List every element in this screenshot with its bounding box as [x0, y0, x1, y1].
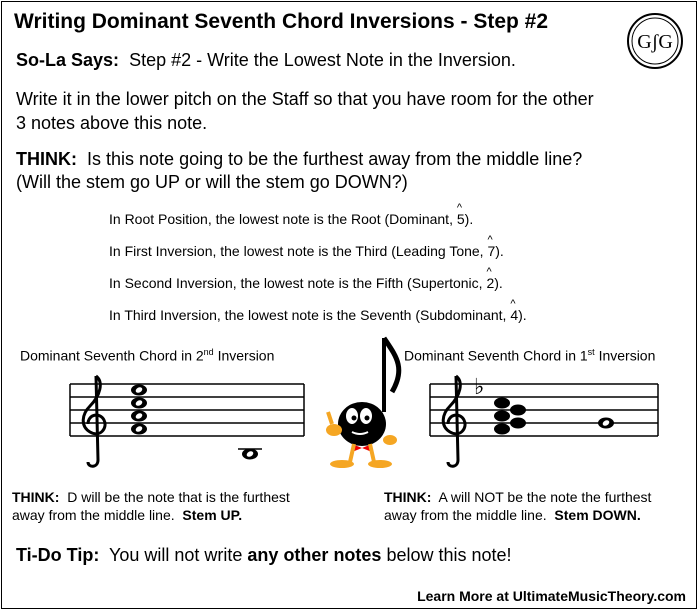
music-note-mascot [312, 332, 402, 472]
gsg-logo [626, 12, 684, 70]
think-question [16, 149, 582, 170]
instruction-line-2: 3 notes above this note. [16, 113, 208, 133]
instruction-line-1: Write it in the lower pitch on the Staff so that you have room for the other [16, 89, 594, 109]
inversion-rule-root: In Root Position, the lowest note is the Root (Dominant, 5 ^ ). [109, 202, 474, 227]
think-label: THINK: [16, 149, 77, 169]
footer-link[interactable]: Learn More at UltimateMusicTheory.com [417, 588, 686, 604]
tido-tip: Ti-Do Tip: You will not write any other notes below this note! [16, 545, 512, 565]
flat-sign-icon: ♭ [474, 375, 485, 400]
inversion-rule-third: In Third Inversion, the lowest note is the Seventh (Subdominant, 4 ^ ). [109, 298, 527, 323]
sola-text: Step #2 - Write the Lowest Note in the Inversion. [129, 50, 516, 70]
sola-label: So-La Says: [16, 50, 120, 70]
right-staff [430, 372, 660, 472]
treble-clef-icon [443, 376, 465, 466]
left-staff [70, 372, 306, 472]
think-question-line-1: Is this note going to be the furthest away from the middle line? [87, 149, 583, 169]
think-question-line-2: (Will the stem go UP or will the stem go DOWN?) [16, 172, 408, 192]
worksheet [1, 1, 697, 609]
left-example-label: Dominant Seventh Chord in 2nd Inversion [20, 347, 275, 364]
treble-clef-icon [83, 376, 105, 466]
page-title: Writing Dominant Seventh Chord Inversions - Step #2 [14, 10, 549, 33]
right-think-caption: THINK: A will NOT be the note the furthest away from the middle line. Stem DOWN. [384, 489, 652, 523]
logo-text: GʃG [637, 31, 673, 53]
inversion-rule-second: In Second Inversion, the lowest note is the Fifth (Supertonic, 2 ^ ). [109, 266, 503, 291]
right-example-label: Dominant Seventh Chord in 1st Inversion [404, 347, 656, 364]
left-think-caption: THINK: D will be the note that is the furthest away from the middle line. Stem UP. [12, 489, 290, 523]
inversion-rule-first: In First Inversion, the lowest note is the Third (Leading Tone, 7 ^ ). [109, 234, 504, 259]
sola-says [16, 50, 516, 71]
